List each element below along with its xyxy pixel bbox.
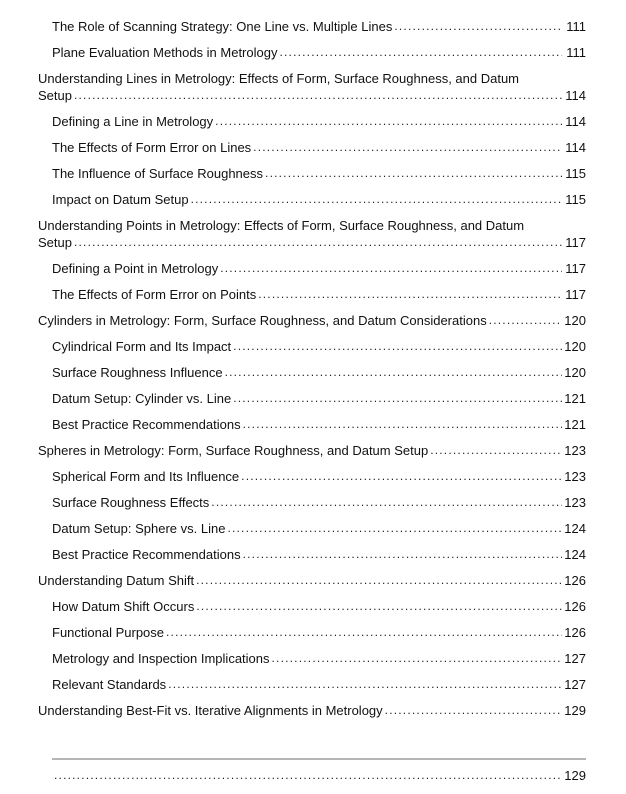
toc-footer-entry[interactable] <box>52 767 586 784</box>
toc-entry[interactable] <box>52 676 586 693</box>
toc-entry[interactable] <box>52 113 586 130</box>
toc-entry-title: The Influence of Surface Roughness <box>52 166 264 181</box>
toc-entry[interactable] <box>52 165 586 182</box>
toc-entry-page: 115 <box>565 166 586 181</box>
toc-entry-page: 117 <box>565 287 586 302</box>
toc-entry[interactable] <box>38 70 586 104</box>
toc-entry-title: Setup <box>38 88 72 103</box>
dot-leader <box>385 702 562 719</box>
toc-entry[interactable] <box>38 702 586 719</box>
dot-leader <box>253 139 562 156</box>
toc-entry-title: The Effects of Form Error on Points <box>52 287 257 302</box>
toc-entry-page: 126 <box>564 599 586 614</box>
toc-entry-page: 114 <box>565 114 586 129</box>
toc-entry-title: How Datum Shift Occurs <box>52 599 195 614</box>
toc-entry-title: Datum Setup: Cylinder vs. Line <box>52 391 232 406</box>
toc-entry-page: 126 <box>564 573 586 588</box>
dot-leader <box>227 520 562 537</box>
toc-entry-title: Metrology and Inspection Implications <box>52 651 270 666</box>
toc-entry-page: 123 <box>564 495 586 510</box>
dot-leader <box>430 442 562 459</box>
toc-entry-title: Defining a Point in Metrology <box>52 261 219 276</box>
toc-entry[interactable] <box>38 312 586 329</box>
toc-entry-page: 111 <box>566 19 586 34</box>
toc-entry-title: The Effects of Form Error on Lines <box>52 140 252 155</box>
toc-entry-page: 124 <box>564 521 586 536</box>
toc-entry-page: 129 <box>564 703 586 718</box>
toc-entry-page: 123 <box>564 469 586 484</box>
dot-leader <box>74 87 562 104</box>
toc-entry-title: Surface Roughness Influence <box>52 365 223 380</box>
dot-leader <box>54 767 562 784</box>
toc-entry-page: 129 <box>564 768 586 783</box>
toc-entry[interactable] <box>52 546 586 563</box>
toc-entry-title: Understanding Best-Fit vs. Iterative Alignments in Metrology <box>38 703 383 718</box>
toc-entry-title: Spherical Form and Its Influence <box>52 469 240 484</box>
toc-entry[interactable] <box>52 18 586 35</box>
dot-leader <box>233 338 562 355</box>
toc-entry-title: Best Practice Recommendations <box>52 547 241 562</box>
page-divider <box>52 758 586 760</box>
toc-entry-page: 117 <box>565 235 586 250</box>
toc-entry[interactable] <box>52 624 586 641</box>
toc-entry[interactable] <box>52 390 586 407</box>
toc-entry[interactable] <box>52 520 586 537</box>
toc-entry[interactable] <box>52 260 586 277</box>
toc-entry[interactable] <box>52 468 586 485</box>
toc-entry-title: Surface Roughness Effects <box>52 495 210 510</box>
dot-leader <box>233 390 562 407</box>
dot-leader <box>272 650 562 667</box>
toc-entry-title: Functional Purpose <box>52 625 165 640</box>
toc-entry-page: 120 <box>564 313 586 328</box>
dot-leader <box>168 676 562 693</box>
toc-entry[interactable] <box>38 442 586 459</box>
toc-entry[interactable] <box>52 598 586 615</box>
toc-entry[interactable] <box>52 338 586 355</box>
toc-entry-title: Spheres in Metrology: Form, Surface Roughness, and Datum Setup <box>38 443 429 458</box>
toc-entry[interactable] <box>52 650 586 667</box>
toc-entry-title: Cylindrical Form and Its Impact <box>52 339 232 354</box>
toc-entry-title: Setup <box>38 235 72 250</box>
toc-entry-page: 123 <box>564 443 586 458</box>
toc-entry[interactable] <box>52 139 586 156</box>
toc-entry-page: 126 <box>564 625 586 640</box>
toc-entry-title: Datum Setup: Sphere vs. Line <box>52 521 226 536</box>
toc-entry[interactable] <box>52 286 586 303</box>
toc-entry-page: 124 <box>564 547 586 562</box>
toc-entry[interactable] <box>52 44 586 61</box>
toc-entry[interactable] <box>52 364 586 381</box>
dot-leader <box>243 416 562 433</box>
dot-leader <box>196 598 562 615</box>
toc-entry-page: 127 <box>564 651 586 666</box>
toc-entry[interactable] <box>52 416 586 433</box>
dot-leader <box>74 234 562 251</box>
toc-entry-title: Impact on Datum Setup <box>52 192 189 207</box>
toc-entry-page: 114 <box>565 140 586 155</box>
toc-entry-title: Best Practice Recommendations <box>52 417 241 432</box>
table-of-contents <box>38 18 586 728</box>
toc-entry-page: 121 <box>564 417 586 432</box>
toc-entry[interactable] <box>52 191 586 208</box>
toc-entry-page: 111 <box>566 45 586 60</box>
toc-entry-title-line1: Understanding Points in Metrology: Effects of Form, Surface Roughness, and Datum <box>38 218 525 233</box>
dot-leader <box>220 260 562 277</box>
toc-entry-page: 117 <box>565 261 586 276</box>
toc-entry-page: 115 <box>565 192 586 207</box>
toc-entry-page: 120 <box>564 339 586 354</box>
toc-entry[interactable] <box>38 572 586 589</box>
dot-leader <box>279 44 562 61</box>
dot-leader <box>241 468 562 485</box>
toc-entry-page: 127 <box>564 677 586 692</box>
toc-entry-title-line1: Understanding Lines in Metrology: Effects of Form, Surface Roughness, and Datum <box>38 71 520 86</box>
toc-entry-title: Relevant Standards <box>52 677 167 692</box>
toc-entry[interactable] <box>38 217 586 251</box>
dot-leader <box>225 364 562 381</box>
toc-entry-page: 114 <box>565 88 586 103</box>
toc-entry-title: Understanding Datum Shift <box>38 573 195 588</box>
toc-entry-title: Defining a Line in Metrology <box>52 114 214 129</box>
toc-entry-page: 120 <box>564 365 586 380</box>
dot-leader <box>258 286 562 303</box>
dot-leader <box>166 624 562 641</box>
toc-entry-title: The Role of Scanning Strategy: One Line vs. Multiple Lines <box>52 19 393 34</box>
toc-entry[interactable] <box>52 494 586 511</box>
dot-leader <box>196 572 562 589</box>
dot-leader <box>394 18 562 35</box>
toc-entry-title: Plane Evaluation Methods in Metrology <box>52 45 278 60</box>
dot-leader <box>211 494 562 511</box>
toc-entry-page: 121 <box>564 391 586 406</box>
dot-leader <box>265 165 562 182</box>
toc-entry-title: Cylinders in Metrology: Form, Surface Roughness, and Datum Considerations <box>38 313 487 328</box>
dot-leader <box>489 312 562 329</box>
dot-leader <box>243 546 562 563</box>
dot-leader <box>215 113 562 130</box>
dot-leader <box>191 191 562 208</box>
